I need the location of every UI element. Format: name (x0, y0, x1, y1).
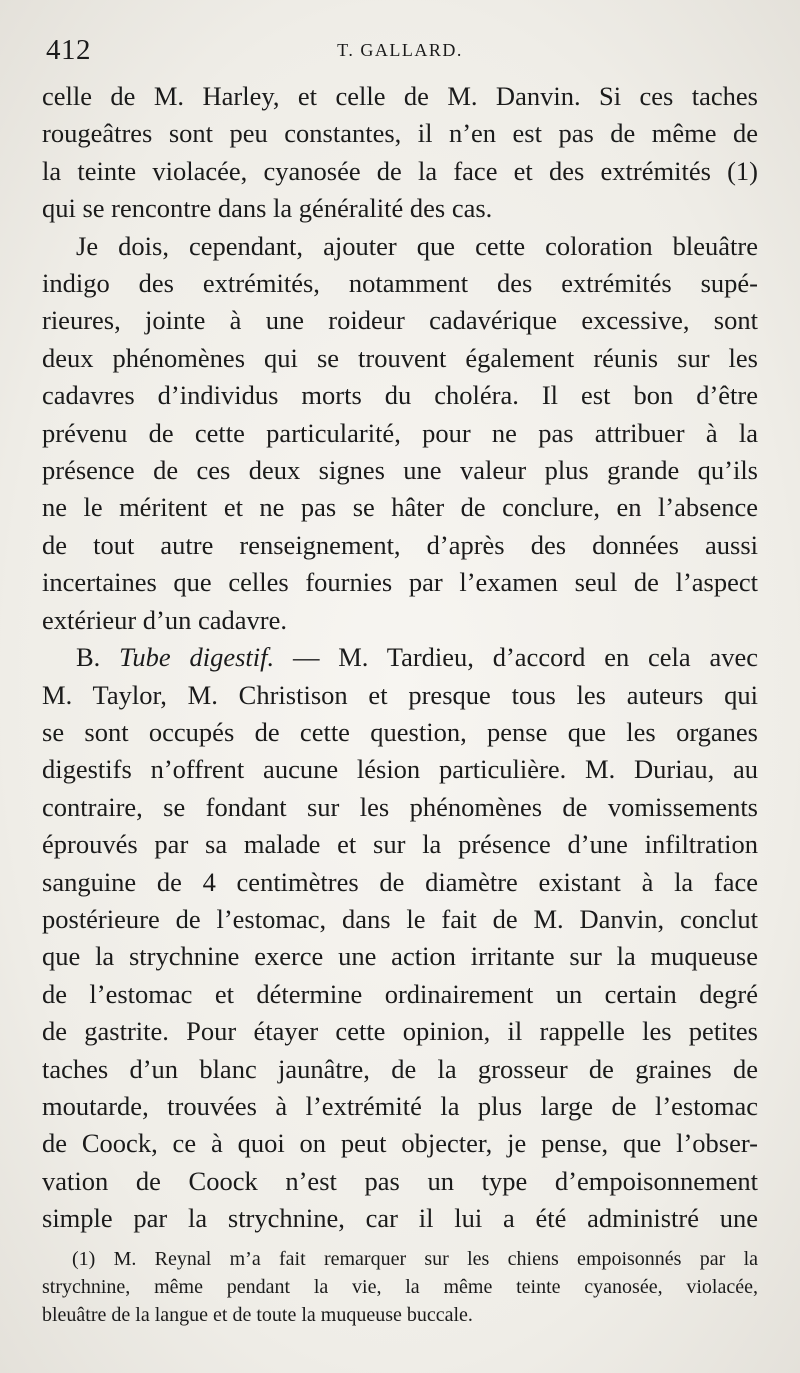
text-line: de Coock, ce à quoi on peut objecter, je pense, que l’obser- (42, 1128, 758, 1159)
text-line: qui se rencontre dans la généralité des cas. (42, 193, 493, 224)
text-line: digestifs n’offrent aucune lésion particulière. M. Duriau, au (42, 754, 758, 785)
text-line: moutarde, trouvées à l’extrémité la plus large de l’estomac (42, 1090, 758, 1121)
body-text (42, 78, 758, 1238)
running-head: T. GALLARD. (337, 40, 463, 60)
page-number: 412 (46, 34, 91, 66)
text-line: prévenu de cette particularité, pour ne pas attribuer à la (42, 417, 758, 448)
text-line: de l’estomac et détermine ordinairement un certain degré (42, 978, 758, 1009)
footnote-line: (1) M. Reynal m’a fait remarquer sur les chiens empoisonnés par la (72, 1248, 758, 1270)
footnote (42, 1245, 758, 1329)
text-line: deux phénomènes qui se trouvent également réunis sur les (42, 342, 758, 373)
page-header (40, 28, 760, 74)
text-line: taches d’un blanc jaunâtre, de la grosseur de graines de (42, 1053, 758, 1084)
text-line: contraire, se fondant sur les phénomènes de vomissements (42, 791, 758, 822)
section-title: Tube digestif. (119, 642, 275, 673)
text-line: rougeâtres sont peu constantes, il n’en est pas de même de (42, 118, 758, 149)
text-line: présence de ces deux signes une valeur plus grande qu’ils (42, 455, 758, 486)
section-label: B. (76, 642, 101, 673)
text-line: cadavres d’individus morts du choléra. Il est bon d’être (42, 380, 758, 411)
text-line: se sont occupés de cette question, pense que les organes (42, 716, 758, 747)
section-heading-line (42, 639, 758, 676)
text-line: éprouvés par sa malade et sur la présence d’une infiltration (42, 829, 758, 860)
text-line: la teinte violacée, cyanosée de la face et des extrémités (1) (42, 155, 758, 186)
text-line: de tout autre renseignement, d’après des données aussi (42, 529, 758, 560)
text-line: M. Taylor, M. Christison et presque tous les auteurs qui (42, 679, 758, 710)
section-rest: — M. Tardieu, d’accord en cela avec (292, 642, 759, 673)
footnote-line: bleuâtre de la langue et de toute la muqueuse buccale. (42, 1304, 473, 1326)
text-line: extérieur d’un cadavre. (42, 604, 287, 635)
text-line: rieures, jointe à une roideur cadavérique excessive, sont (42, 305, 758, 336)
text-line: incertaines que celles fournies par l’examen seul de l’aspect (42, 567, 758, 598)
text-line: sanguine de 4 centimètres de diamètre existant à la face (42, 866, 758, 897)
text-line: postérieure de l’estomac, dans le fait de M. Danvin, conclut (42, 903, 758, 934)
footnote-line: strychnine, même pendant la vie, la même teinte cyanosée, violacée, (42, 1276, 758, 1298)
text-line: vation de Coock n’est pas un type d’empoisonnement (42, 1165, 758, 1196)
text-line: de gastrite. Pour étayer cette opinion, il rappelle les petites (42, 1016, 758, 1047)
text-line: Je dois, cependant, ajouter que cette coloration bleuâtre (76, 230, 758, 261)
text-line: que la strychnine exerce une action irritante sur la muqueuse (42, 941, 758, 972)
text-line: ne le méritent et ne pas se hâter de conclure, en l’absence (42, 492, 758, 523)
text-line: indigo des extrémités, notamment des extrémités supé- (42, 268, 758, 299)
text-line: celle de M. Harley, et celle de M. Danvin. Si ces taches (42, 81, 758, 111)
text-line: simple par la strychnine, car il lui a été administré une (42, 1203, 758, 1234)
